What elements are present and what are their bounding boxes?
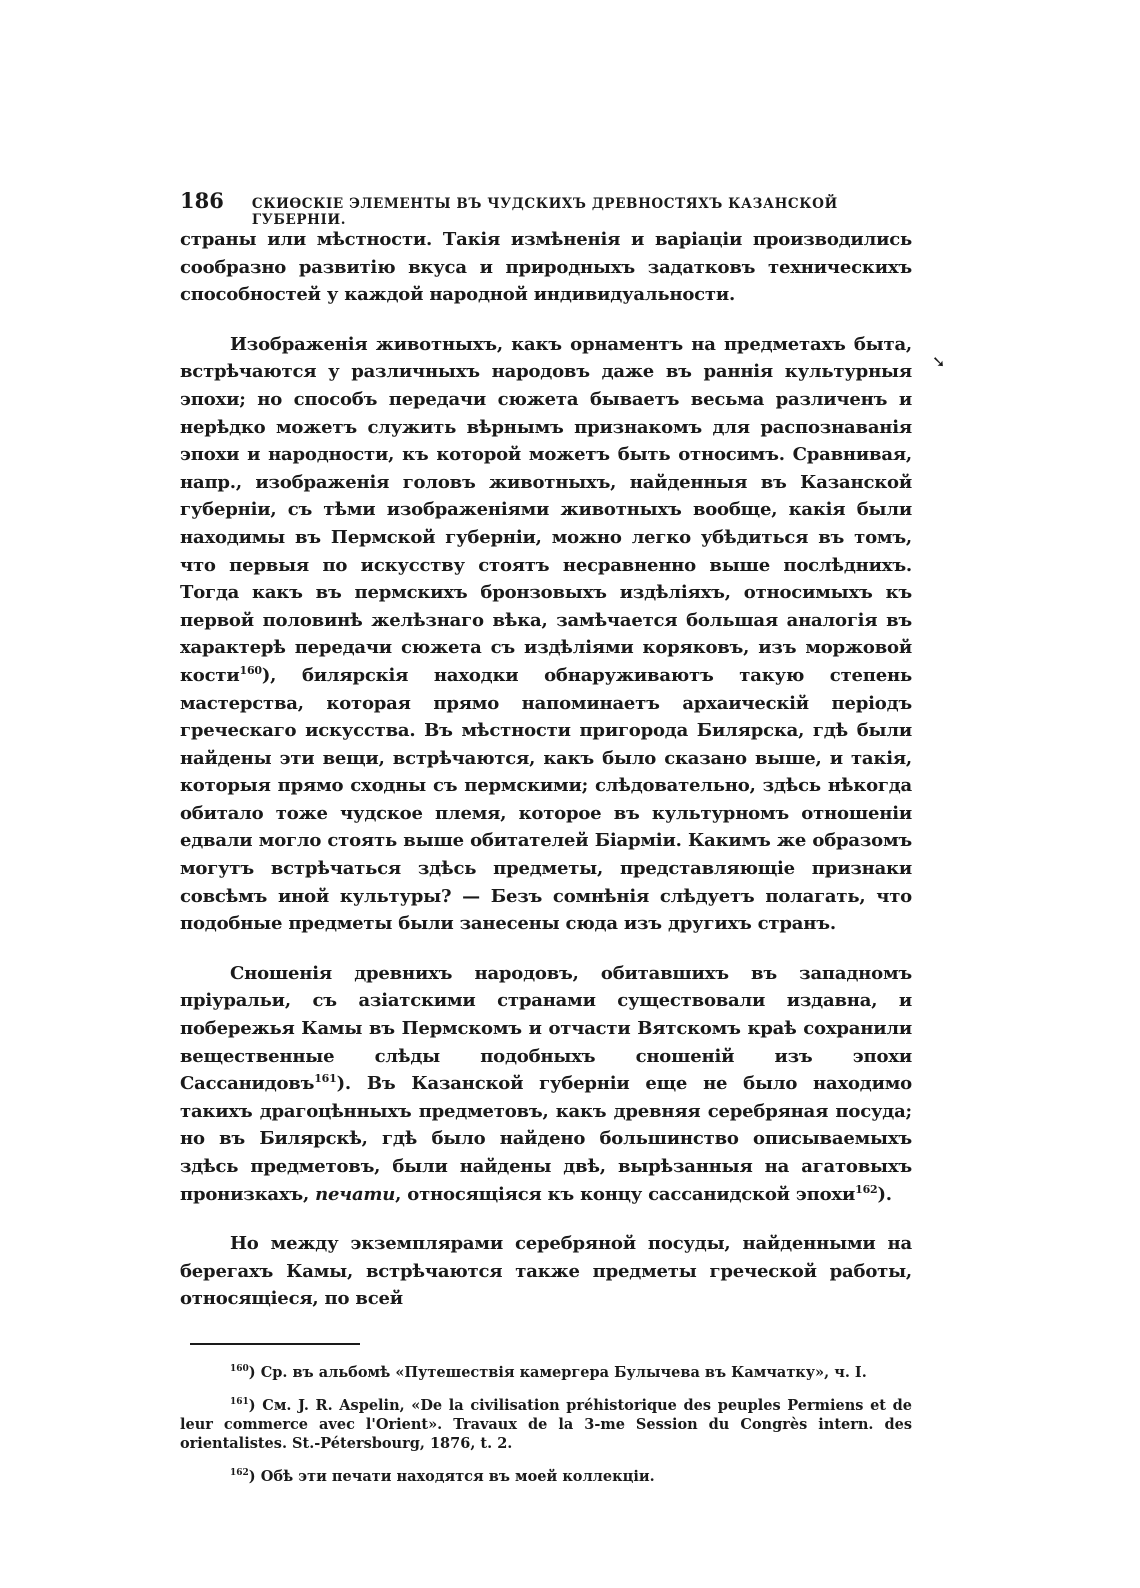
paragraph-silverware — [180, 1230, 912, 1313]
footnote-text: ) Ср. въ альбомѣ «Путешествія камергера Булычева въ Камчатку», ч. I. — [248, 1363, 867, 1381]
paragraph-3-text-a: Сношенія древнихъ народовъ, обитавшихъ въ западномъ пріуральи, съ азіатскими странами существовали издавна, и побережья Камы въ Пермскомъ и отчасти Вятскомъ краѣ сохранили вещественные слѣды подобныхъ сношеній изъ эпохи Сассанидовъ — [180, 962, 912, 1095]
paragraph-animal-images — [180, 331, 912, 938]
footnote-mark: 162 — [230, 1468, 249, 1479]
paragraph-3-text-b: ). Въ Казанской губерніи еще не было находимо такихъ драгоцѣнныхъ предметовъ, какъ древняя серебряная посуда; но въ Билярскѣ, гдѣ было найдено большинство описываемыхъ здѣсь предметовъ, были найдены двѣ, вырѣзанныя на агатовыхъ пронизкахъ, — [180, 1073, 912, 1205]
paragraph-4-text: Но между экземплярами серебряной посуды, найденными на берегахъ Камы, встрѣчаются также предметы греческой работы, относящіеся, по всей — [180, 1233, 912, 1310]
footnote-162 — [180, 1467, 912, 1486]
book-page — [180, 188, 912, 1500]
paragraph-continuation — [180, 226, 912, 309]
paragraph-2-text-b: ), билярскія находки обнаруживаютъ такую степень мастерства, которая прямо напоминаетъ архаическій періодъ греческаго искусства. Въ мѣстности пригорода Билярска, гдѣ были найдены эти вещи, встрѣчаются, какъ было сказано выше, и такія, которыя прямо сходны съ пермскими; слѣдовательно, здѣсь нѣкогда обитало тоже чудское племя, которое въ культурномъ отношеніи едвали могло стоять выше обитателей Біарміи. Какимъ же образомъ могутъ встрѣчаться здѣсь предметы, представляющіе признаки совсѣмъ иной культуры? — Безъ сомнѣнія слѣдуетъ полагать, что подобные предметы были занесены сюда изъ другихъ странъ. — [180, 664, 912, 935]
footnote-ref-161[interactable]: 161 — [314, 1072, 337, 1086]
paragraph-1-text: страны или мѣстности. Такія измѣненія и варіаціи производились сообразно развитію вкуса и природныхъ задатковъ техническихъ способностей у каждой народной индивидуальности. — [180, 229, 912, 306]
emphasized-word: печати — [315, 1183, 396, 1205]
footnote-161 — [180, 1396, 912, 1453]
footnote-divider — [190, 1343, 360, 1345]
footnote-mark: 161 — [230, 1397, 249, 1408]
margin-mark: ➘ — [932, 352, 946, 371]
page-number: 186 — [180, 188, 224, 213]
paragraph-2-text-a: Изображенія животныхъ, какъ орнаментъ на предметахъ быта, встрѣчаются у различныхъ народовъ даже въ раннія культурныя эпохи; но способъ передачи сюжета бываетъ весьма различенъ и нерѣдко можетъ служить вѣрнымъ признакомъ для распознаванія эпохи и народности, къ которой можетъ быть относимъ. Сравнивая, напр., изображенія головъ животныхъ, найденныя въ Казанской губерніи, съ тѣми изображеніями животныхъ вообще, какія были находимы въ Пермской губерніи, можно легко убѣдиться въ томъ, что первыя по искусству стоятъ несравненно выше послѣднихъ. Тогда какъ въ пермскихъ бронзовыхъ издѣліяхъ, относимыхъ къ первой половинѣ желѣзнаго вѣка, замѣчается большая аналогія въ характерѣ передачи сюжета съ издѣліями коряковъ, изъ моржовой кости — [180, 333, 912, 686]
running-title: СКИѲСКІЕ ЭЛЕМЕНТЫ ВЪ ЧУДСКИХЪ ДРЕВНОСТЯХЪ КАЗАНСКОЙ ГУБЕРНІИ. — [251, 196, 838, 228]
footnote-ref-160[interactable]: 160 — [239, 663, 262, 677]
footnote-160 — [180, 1363, 912, 1382]
page-header — [180, 188, 912, 228]
footnote-text: ) Обѣ эти печати находятся въ моей коллекціи. — [248, 1467, 655, 1485]
paragraph-ancient-relations — [180, 960, 912, 1208]
footnote-text: ) См. J. R. Aspelin, «De la civilisation préhistorique des peuples Permiens et de leur commerce avec l'Orient». Travaux de la 3-me Session du Congrès intern. des orientalistes. St.-Pétersbourg, 1876, t. 2. — [180, 1396, 912, 1452]
paragraph-3-text-c: , относящіяся къ концу сассанидской эпохи — [395, 1183, 856, 1205]
paragraph-3-text-d: ). — [877, 1183, 892, 1205]
footnote-ref-162[interactable]: 162 — [855, 1182, 878, 1196]
footnote-mark: 160 — [230, 1364, 249, 1375]
